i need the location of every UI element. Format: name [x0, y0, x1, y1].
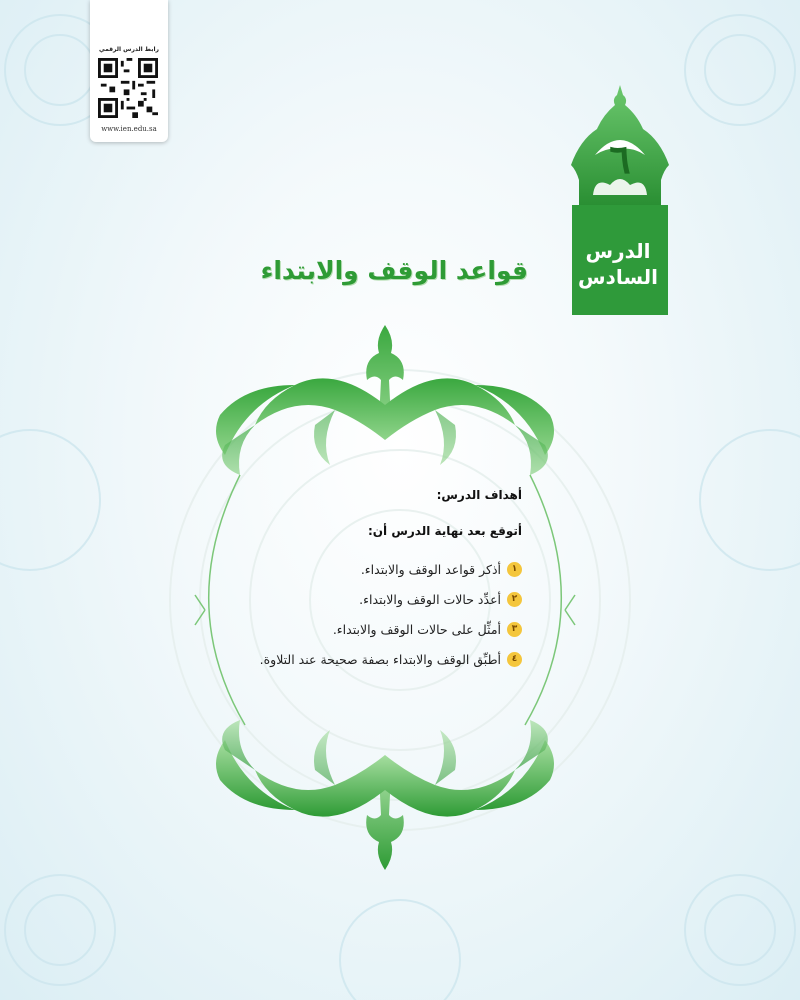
qr-url[interactable]: www.ien.edu.sa	[101, 125, 157, 133]
lesson-number: ٦	[609, 136, 631, 183]
objective-item	[192, 644, 522, 674]
objective-text: أمثِّل على حالات الوقف والابتداء.	[332, 621, 501, 637]
objective-text: أعدِّد حالات الوقف والابتداء.	[359, 591, 501, 607]
page-title: قواعد الوقف والابتداء	[260, 256, 528, 285]
lesson-label	[572, 238, 664, 290]
objectives-heading: أهداف الدرس:	[436, 488, 522, 502]
qr-code-icon[interactable]	[98, 58, 158, 118]
lesson-label-line1: الدرس	[585, 239, 651, 263]
objective-item	[192, 584, 522, 614]
objective-number-badge: ١	[507, 562, 522, 577]
qr-card[interactable]	[90, 0, 168, 142]
objective-text: أطبِّق الوقف والابتداء بصفة صحيحة عند التلاوة.	[259, 651, 501, 667]
objective-number-badge: ٢	[507, 592, 522, 607]
lesson-objectives	[192, 488, 522, 674]
objective-number-badge: ٤	[507, 652, 522, 667]
objective-item	[192, 554, 522, 584]
objective-text: أذكر قواعد الوقف والابتداء.	[360, 561, 501, 577]
objective-item	[192, 614, 522, 644]
qr-title: رابط الدرس الرقمي	[99, 46, 159, 53]
objective-number-badge: ٣	[507, 622, 522, 637]
objectives-intro: أتوقع بعد نهاية الدرس أن:	[367, 524, 522, 538]
lesson-label-line2: السادس	[577, 265, 659, 289]
